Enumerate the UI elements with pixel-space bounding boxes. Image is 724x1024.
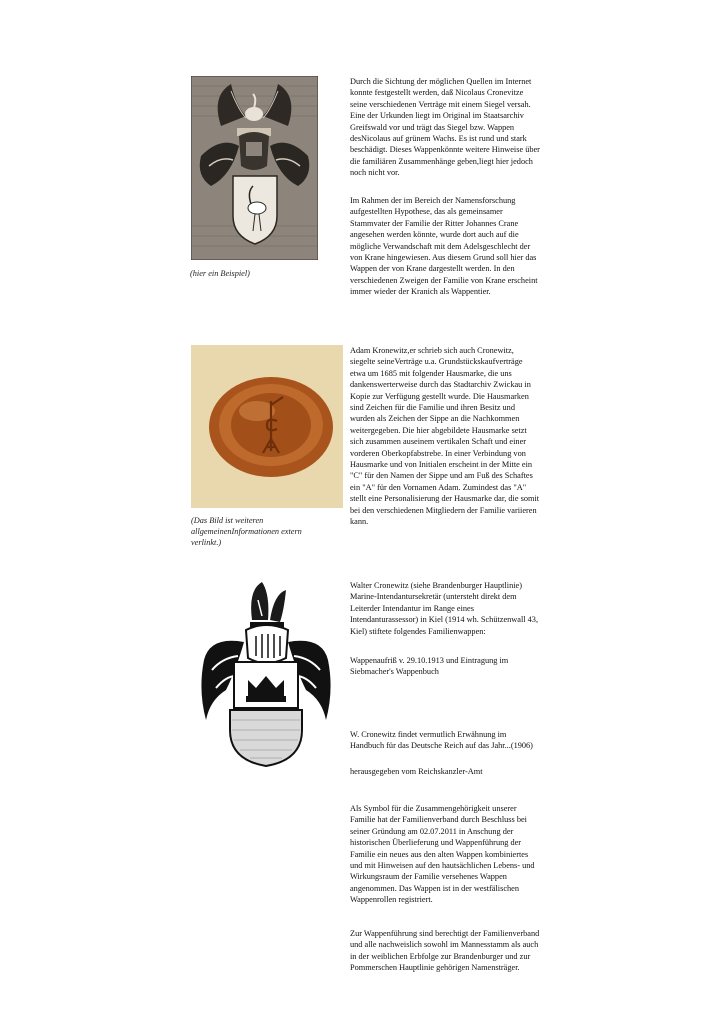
paragraph-reichskanzler: herausgegeben vom Reichskanzler-Amt <box>350 767 483 776</box>
paragraph-adam-kronewitz: Adam Kronewitz,er schrieb sich auch Cronewitz, siegelte seineVerträge u.a. Grundstückskaufverträge etwa um 1685 mit folgender Hausmarke, die uns dankenswerterweise durch das Stadtarchiv Zwickau in Kopie zur Verfügung gestellt wurde. Die Hausmarken sind Zeichen für die Familie und ihren Besitz und wurden als Zeichen der Sippe an die Nachkommen weitergegeben. Die hier abgebildete Hausmarke setzt sich zusammen auseinem vertikalen Schaft und einer vorderen Oberkopfabstrebe. In einer Verbindung von Hausmarke und von Initialen erscheint in der Mitte ein "C" für den Namen der Sippe und am Fuß des Schaftes ein "A" für den Vornamen Adam. Zumindest das "A" stellt eine Personalisierung der Hausmarke dar, die somit bei den verschiedenen Mitgliedern der Familie variieren kann. <box>350 346 540 527</box>
krane-coat-of-arms-image <box>191 76 318 260</box>
paragraph-familienverband: Als Symbol für die Zusammengehörigkeit unserer Familie hat der Familienverband durch Beschluss bei seiner Gründung am 02.07.2011 in Anschung der historischen Überlieferung und Wappenführung der Familie ein neues aus den alten Wappen kombiniertes und mit Hinweisen auf den hautsächlichen Lebens- und Wirkungsraum der Familie versehenes Wappen angenommen. Das Wappen ist in der westfälischen Wappenrollen registriert. <box>350 804 535 905</box>
paragraph-handbuch: W. Cronewitz findet vermutlich Erwähnung im Handbuch für das Deutsche Reich auf das Jahr...(1906) <box>350 730 533 751</box>
paragraph-walter-cronewitz: Walter Cronewitz (siehe Brandenburger Hauptlinie) Marine-Intendantursekretär (untersteht direkt dem Leiterder Intendantur im Range eines Intendanturassessor) in Kiel (1914 wh. Schützenwall 43, Kiel) stiftete folgendes Familienwappen: <box>350 581 539 636</box>
paragraph-wappenaufriss: Wappenaufriß v. 29.10.1913 und Eintragung im Siebmacher's Wappenbuch <box>350 656 509 677</box>
wax-seal-image <box>191 345 343 508</box>
paragraph-name-research: Im Rahmen der im Bereich der Namensforschung aufgestellten Hypothese, das als gemeinsamer Stammvater der Familie der Ritter Johannes Crane angesehen werden könnte, wurde dort auch auf die mögliche Verwandschaft mit dem Adelsgeschlecht der von Krane hingewiesen. Aus diesem Grund soll hier das Wappen der von Krane dargestellt werden. In den verschiedenen Zweigen der Familie von Krane erscheint immer wieder der Kranich als Wappentier. <box>350 196 538 297</box>
figure-caption-2: (Das Bild ist weiteren allgemeinenInformationen extern verlinkt.) <box>191 516 302 547</box>
paragraph-wappenfuehrung: Zur Wappenführung sind berechtigt der Familienverband und alle nachweislich sowohl im Mannesstamm als auch in der weiblichen Erbfolge zur Brandenburger und zur Pommerschen Hauptlinie gehörigen Namensträger. <box>350 929 540 973</box>
paragraph-nicolaus-seal: Durch die Sichtung der möglichen Quellen im Internet konnte festgestellt werden, daß Nicolaus Cronevitze seine verschiedenen Verträge mit einem Siegel versah. Eine der Urkunden liegt im Original im Staatsarchiv Greifswald vor und trägt das Siegel bzw. Wappen desNicolaus auf grünem Wachs. Es ist rund und stark beschädigt. Dieses Wappenkönnte weitere Hinweise über die familiären Zusammenhänge geben,liegt hier jedoch noch nicht vor. <box>350 77 540 178</box>
figure-caption-1: (hier ein Beispiel) <box>190 269 250 278</box>
cronewitz-coat-of-arms-image <box>200 580 332 768</box>
